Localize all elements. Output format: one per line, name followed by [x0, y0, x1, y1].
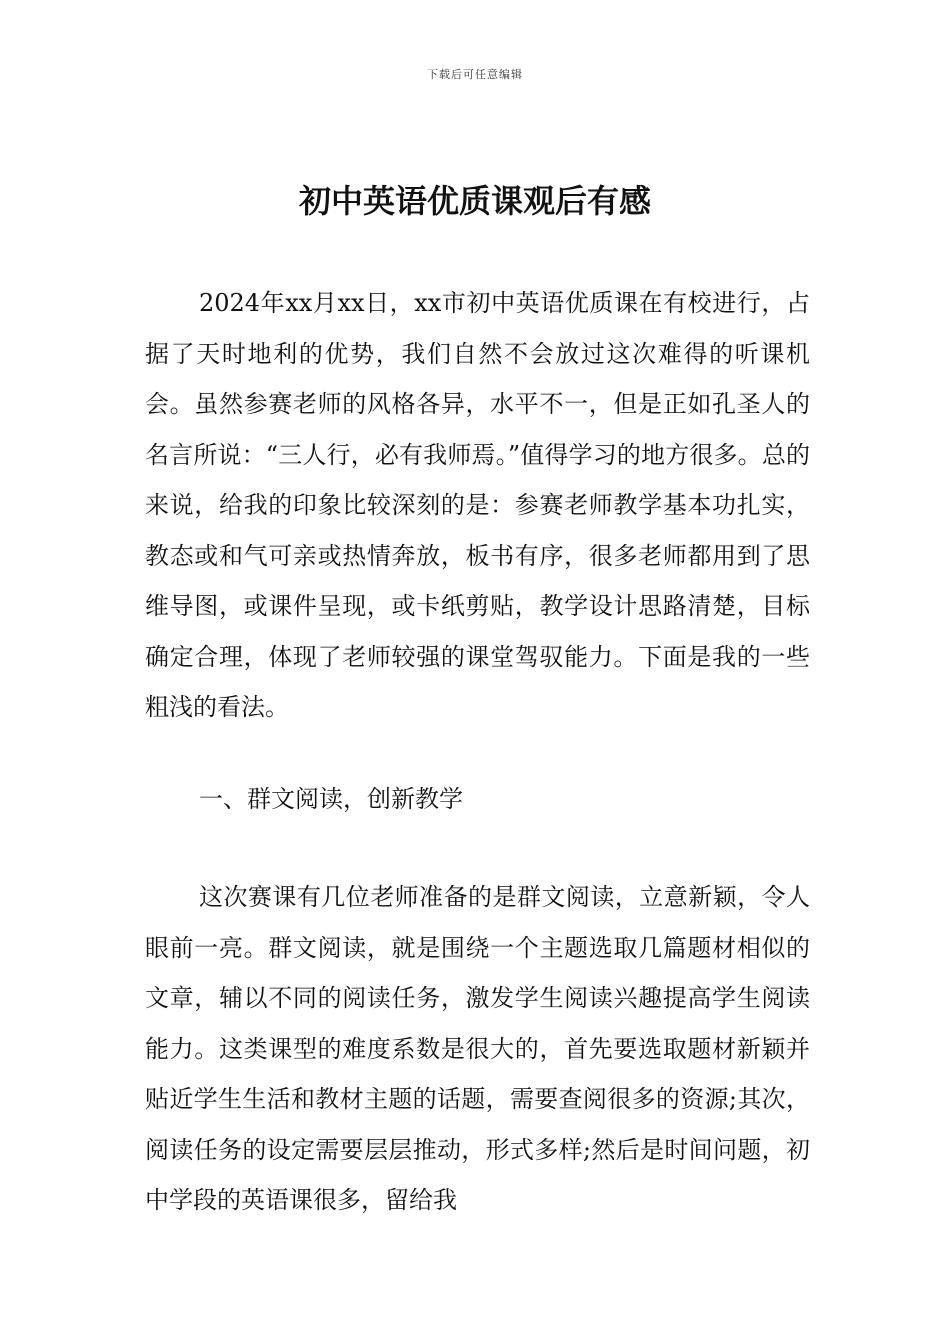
header-note: 下载后可任意编辑 — [427, 68, 523, 81]
paragraph-intro: 2024年xx月xx日，xx市初中英语优质课在有校进行，占据了天时地利的优势，我们自然不会放过这次难得的听课机会。虽然参赛老师的风格各异，水平不一，但是正如孔圣人的名言所说：“三人行，必有我师焉。”值得学习的地方很多。总的来说，给我的印象比较深刻的是：参赛老师教学基本功扎实，教态或和气可亲或热情奔放，板书有序，很多老师都用到了思维导图，或课件呈现，或卡纸剪贴，教学设计思路清楚，目标确定合理，体现了老师较强的课堂驾驭能力。下面是我的一些粗浅的看法。 — [145, 289, 810, 721]
paragraph-group-reading: 这次赛课有几位老师准备的是群文阅读，立意新颖，令人眼前一亮。群文阅读，就是围绕一个主题选取几篇题材相似的文章，辅以不同的阅读任务，激发学生阅读兴趣提高学生阅读能力。这类课型的难度系数是很大的，首先要选取题材新颖并贴近学生生活和教材主题的话题，需要查阅很多的资源;其次，阅读任务的设定需要层层推动，形式多样;然后是时间问题，初中学段的英语课很多，留给我 — [145, 883, 810, 1214]
page-title: 初中英语优质课观后有感 — [298, 182, 651, 220]
section-heading: 一、群文阅读，创新教学 — [199, 785, 463, 813]
